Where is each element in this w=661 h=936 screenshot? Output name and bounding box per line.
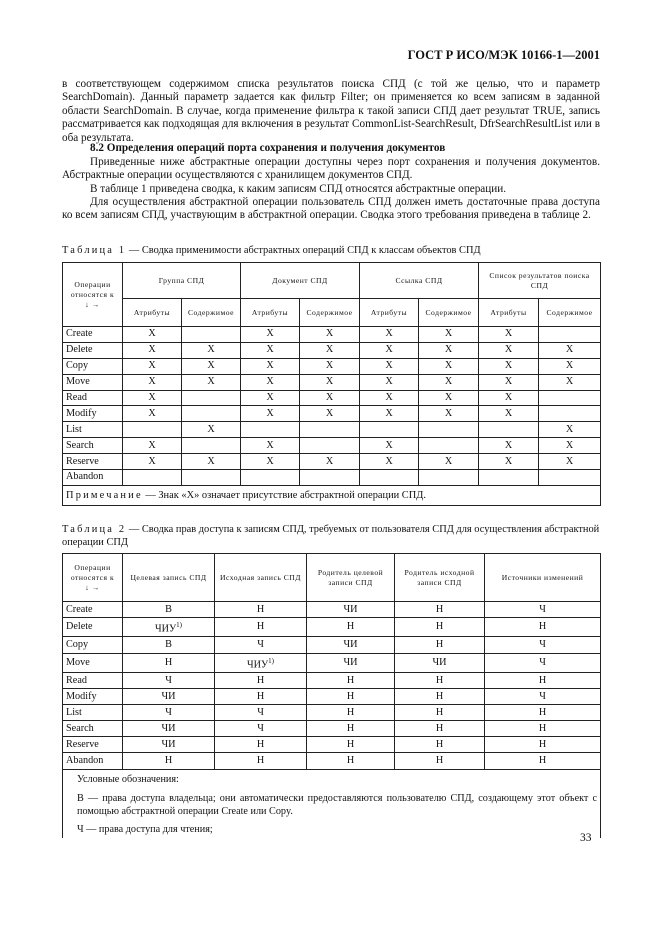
table-cell xyxy=(215,689,307,705)
table-row xyxy=(63,689,601,705)
cell-value: ЧИ xyxy=(343,656,358,668)
table2-caption-prefix: Таблица 2 xyxy=(62,524,127,535)
cell-value: Н xyxy=(435,690,444,702)
cell-value: Н xyxy=(256,603,265,615)
table-cell xyxy=(479,422,539,438)
table-cell: X xyxy=(419,358,479,374)
table-cell: X xyxy=(539,342,601,358)
table-row xyxy=(63,721,601,737)
table-cell: X xyxy=(300,406,360,422)
table-cell: X xyxy=(300,374,360,390)
table-cell xyxy=(241,422,300,438)
page-number: 33 xyxy=(580,832,592,844)
table-cell: X xyxy=(182,454,241,470)
table-cell: X xyxy=(123,454,182,470)
table1-caption xyxy=(62,245,600,258)
operation-name: Delete xyxy=(63,342,123,358)
table-cell: X xyxy=(479,406,539,422)
table-cell xyxy=(395,705,485,721)
cell-value: Ч xyxy=(539,656,546,668)
table-cell xyxy=(123,470,182,486)
table-cell: X xyxy=(419,374,479,390)
table1-group-header: Группа СПД xyxy=(123,263,241,299)
table-cell xyxy=(485,637,601,653)
table1-subheader: Содержимое xyxy=(300,299,360,327)
cell-value: Ч xyxy=(539,639,546,651)
table1-caption-prefix: Таблица 1 xyxy=(62,245,127,256)
table-cell xyxy=(360,470,419,486)
cell-value: Н xyxy=(164,656,173,668)
table-cell: X xyxy=(182,422,241,438)
table-cell xyxy=(539,470,601,486)
table-cell: X xyxy=(241,358,300,374)
cell-value: Н xyxy=(346,722,355,734)
table1 xyxy=(62,262,601,506)
table1-group-header: Ссылка СПД xyxy=(360,263,479,299)
table1-subheader: Содержимое xyxy=(539,299,601,327)
table-cell xyxy=(307,637,395,653)
table-cell: X xyxy=(123,438,182,454)
table-row xyxy=(63,406,601,422)
table-cell xyxy=(300,422,360,438)
table-cell xyxy=(123,618,215,637)
table-cell xyxy=(307,618,395,637)
operation-name: Read xyxy=(63,672,123,688)
table-cell xyxy=(307,705,395,721)
table-cell xyxy=(360,422,419,438)
table-cell xyxy=(395,637,485,653)
table2-corner-header: Операции относятся к ↓ → xyxy=(63,554,123,602)
table-row xyxy=(63,637,601,653)
table-row xyxy=(63,753,601,769)
operation-name: Create xyxy=(63,602,123,618)
table-row xyxy=(63,438,601,454)
section-paragraph: Для осуществления абстрактной операции пользователь СПД должен иметь достаточные права доступа ко всем записям СПД, участвующим в абстрактной операции. Сводка этого требования приведена в таблице 2. xyxy=(62,196,600,222)
table-cell xyxy=(395,672,485,688)
table-row xyxy=(63,737,601,753)
table-cell: X xyxy=(182,342,241,358)
table-cell xyxy=(215,753,307,769)
table-cell xyxy=(539,406,601,422)
table-row xyxy=(63,672,601,688)
table-cell: X xyxy=(360,342,419,358)
operation-name: Modify xyxy=(63,406,123,422)
operation-name: Copy xyxy=(63,637,123,653)
operation-name: Create xyxy=(63,327,123,343)
document-header: ГОСТ Р ИСО/МЭК 10166-1—2001 xyxy=(407,48,600,62)
table-cell: X xyxy=(419,454,479,470)
table-row xyxy=(63,454,601,470)
table-row xyxy=(63,602,601,618)
table1-corner-header: Операции относятся к ↓ → xyxy=(63,263,123,327)
table-row xyxy=(63,705,601,721)
arrows-icon: ↓ → xyxy=(85,299,100,309)
cell-value: Н xyxy=(435,706,444,718)
table-cell: X xyxy=(123,390,182,406)
cell-value: Н xyxy=(538,621,547,633)
table-cell xyxy=(123,689,215,705)
table-cell xyxy=(300,470,360,486)
footnote-marker: 1) xyxy=(176,621,183,630)
table-cell: X xyxy=(123,374,182,390)
cell-value: Ч xyxy=(165,706,172,718)
table-cell xyxy=(485,653,601,672)
cell-value: ЧИ xyxy=(343,603,358,615)
table1-group-header: Список результатов поиска СПД xyxy=(479,263,601,299)
table-cell xyxy=(307,753,395,769)
table-cell xyxy=(395,737,485,753)
table2-header: Родитель целевой записи СПД xyxy=(307,554,395,602)
cell-value: Н xyxy=(256,674,265,686)
table-cell xyxy=(182,327,241,343)
table-cell xyxy=(485,689,601,705)
cell-value: Н xyxy=(538,722,547,734)
operation-name: Search xyxy=(63,438,123,454)
table1-subheader: Атрибуты xyxy=(360,299,419,327)
table1-note xyxy=(63,485,601,505)
cell-value: Н xyxy=(346,754,355,766)
table-cell xyxy=(182,470,241,486)
table-row xyxy=(63,390,601,406)
cell-value: Н xyxy=(435,674,444,686)
cell-value: Н xyxy=(256,754,265,766)
table-cell: X xyxy=(479,374,539,390)
table1-note-prefix: Примечание xyxy=(66,489,143,501)
footnote-marker: 1) xyxy=(268,656,275,665)
table-cell xyxy=(395,653,485,672)
cell-value: ЧИ xyxy=(161,690,176,702)
table-cell xyxy=(123,672,215,688)
table2-header: Целевая запись СПД xyxy=(123,554,215,602)
table2-legend-title: Условные обозначения: xyxy=(63,769,601,788)
cell-value: В xyxy=(165,639,172,651)
operation-name: Delete xyxy=(63,618,123,637)
cell-value: Н xyxy=(346,621,355,633)
cell-value: ЧИ xyxy=(343,639,358,651)
operation-name: Abandon xyxy=(63,753,123,769)
table-cell xyxy=(123,721,215,737)
table-cell: X xyxy=(241,342,300,358)
cell-value: Н xyxy=(435,738,444,750)
cell-value: Н xyxy=(435,603,444,615)
table-cell: X xyxy=(479,438,539,454)
cell-value: Н xyxy=(164,754,173,766)
table-cell: X xyxy=(300,358,360,374)
table-cell xyxy=(123,637,215,653)
table-row xyxy=(63,358,601,374)
table-cell: X xyxy=(300,327,360,343)
cell-value: Н xyxy=(435,639,444,651)
table-cell: X xyxy=(123,358,182,374)
table-cell xyxy=(182,406,241,422)
table-cell: X xyxy=(360,454,419,470)
table-cell: X xyxy=(479,342,539,358)
section-paragraph: Приведенные ниже абстрактные операции доступны через порт сохранения и получения документов. Абстрактные операции осуществляются с хранилищем документов СПД. xyxy=(62,156,600,182)
table-cell xyxy=(419,438,479,454)
table2-header: Источники изменений xyxy=(485,554,601,602)
operation-name: List xyxy=(63,705,123,721)
cell-value: В xyxy=(165,603,172,615)
arrows-icon: ↓ → xyxy=(85,582,100,592)
table-cell xyxy=(395,753,485,769)
table-cell xyxy=(215,602,307,618)
table-cell: X xyxy=(123,327,182,343)
cell-value: Н xyxy=(256,690,265,702)
table-cell: X xyxy=(479,454,539,470)
table-cell: X xyxy=(123,406,182,422)
table-cell xyxy=(182,438,241,454)
table-cell xyxy=(485,618,601,637)
table-cell xyxy=(123,653,215,672)
table-row xyxy=(63,342,601,358)
cell-value: Ч xyxy=(257,639,264,651)
table-cell: X xyxy=(123,342,182,358)
table1-subheader: Атрибуты xyxy=(241,299,300,327)
table-cell xyxy=(307,721,395,737)
cell-value: Н xyxy=(435,722,444,734)
table-cell: X xyxy=(300,342,360,358)
cell-value: Н xyxy=(435,754,444,766)
cell-value: Ч xyxy=(539,603,546,615)
table-cell: X xyxy=(360,327,419,343)
table-cell xyxy=(485,737,601,753)
table1-group-header: Документ СПД xyxy=(241,263,360,299)
table-cell: X xyxy=(419,327,479,343)
table-cell xyxy=(539,390,601,406)
table-cell xyxy=(215,721,307,737)
table-cell xyxy=(123,422,182,438)
table-cell xyxy=(307,672,395,688)
table-row xyxy=(63,422,601,438)
operation-name: Reserve xyxy=(63,737,123,753)
table-cell xyxy=(307,689,395,705)
cell-value: Ч xyxy=(257,722,264,734)
table-cell: X xyxy=(419,390,479,406)
table1-subheader: Содержимое xyxy=(419,299,479,327)
table-cell xyxy=(307,602,395,618)
section-title: Определения операций порта сохранения и получения документов xyxy=(106,142,446,154)
operation-name: Reserve xyxy=(63,454,123,470)
table-cell: X xyxy=(419,342,479,358)
table-cell: X xyxy=(241,327,300,343)
table-row xyxy=(63,653,601,672)
cell-value: Н xyxy=(256,621,265,633)
table-cell xyxy=(485,721,601,737)
table-cell xyxy=(539,327,601,343)
table-cell xyxy=(485,705,601,721)
table2-header: Родитель исходной записи СПД xyxy=(395,554,485,602)
table-cell: X xyxy=(241,390,300,406)
table-row xyxy=(63,470,601,486)
table-cell: X xyxy=(419,406,479,422)
cell-value: Н xyxy=(346,674,355,686)
table-cell: X xyxy=(539,438,601,454)
operation-name: Move xyxy=(63,374,123,390)
table-cell xyxy=(395,618,485,637)
cell-value: ЧИ xyxy=(161,738,176,750)
section-paragraph: В таблице 1 приведена сводка, к каким записям СПД относятся абстрактные операции. xyxy=(90,183,507,195)
table-cell xyxy=(123,753,215,769)
table-cell xyxy=(395,721,485,737)
cell-value: Н xyxy=(346,690,355,702)
table-cell: X xyxy=(360,390,419,406)
table-cell xyxy=(300,438,360,454)
table-cell: X xyxy=(241,406,300,422)
cell-value: Ч xyxy=(165,674,172,686)
cell-value: Н xyxy=(346,706,355,718)
cell-value: ЧИУ xyxy=(246,658,269,670)
table-cell xyxy=(395,602,485,618)
table-cell xyxy=(395,689,485,705)
table2-legend-item: Ч — права доступа для чтения; xyxy=(63,820,601,838)
table-cell: X xyxy=(360,374,419,390)
cell-value: Н xyxy=(538,754,547,766)
table-cell xyxy=(419,470,479,486)
table-cell: X xyxy=(479,390,539,406)
operation-name: Copy xyxy=(63,358,123,374)
table-cell xyxy=(215,672,307,688)
table1-subheader: Атрибуты xyxy=(123,299,182,327)
table-cell xyxy=(182,390,241,406)
table-cell xyxy=(307,653,395,672)
cell-value: Ч xyxy=(257,706,264,718)
table-row xyxy=(63,618,601,637)
table-cell: X xyxy=(241,374,300,390)
cell-value: Ч xyxy=(539,690,546,702)
table-cell: X xyxy=(241,438,300,454)
cell-value: Н xyxy=(435,621,444,633)
table-row xyxy=(63,374,601,390)
table1-subheader: Содержимое xyxy=(182,299,241,327)
table-cell xyxy=(419,422,479,438)
table-cell: X xyxy=(300,454,360,470)
table-cell xyxy=(215,705,307,721)
table2 xyxy=(62,553,601,838)
table-cell xyxy=(123,602,215,618)
table-cell: X xyxy=(360,438,419,454)
operation-name: Read xyxy=(63,390,123,406)
section-heading xyxy=(62,142,600,155)
cell-value: Н xyxy=(256,738,265,750)
table-cell: X xyxy=(300,390,360,406)
table2-header: Исходная запись СПД xyxy=(215,554,307,602)
table-cell: X xyxy=(182,374,241,390)
table-cell xyxy=(307,737,395,753)
cell-value: ЧИ xyxy=(432,656,447,668)
table-row xyxy=(63,327,601,343)
table-cell: X xyxy=(360,406,419,422)
table1-note-text: — Знак «X» означает присутствие абстрактной операции СПД. xyxy=(142,489,426,501)
table-cell xyxy=(485,753,601,769)
table-cell: X xyxy=(182,358,241,374)
table-cell xyxy=(215,737,307,753)
operation-name: List xyxy=(63,422,123,438)
table-cell: X xyxy=(241,454,300,470)
cell-value: ЧИ xyxy=(161,722,176,734)
cell-value: Н xyxy=(538,706,547,718)
table1-subheader: Атрибуты xyxy=(479,299,539,327)
operation-name: Modify xyxy=(63,689,123,705)
cell-value: Н xyxy=(346,738,355,750)
operation-name: Search xyxy=(63,721,123,737)
table-cell xyxy=(215,618,307,637)
section-number: 8.2 xyxy=(90,142,104,154)
table-cell xyxy=(215,637,307,653)
table-cell: X xyxy=(360,358,419,374)
table2-legend-item: В — права доступа владельца; они автоматически предоставляются пользователю СПД, создающему этот объект с помощью абстрактной операции Create или Copy. xyxy=(63,788,601,820)
table-cell: X xyxy=(539,422,601,438)
cell-value: Н xyxy=(538,674,547,686)
table-cell xyxy=(479,470,539,486)
cell-value: ЧИУ xyxy=(154,623,177,635)
table-cell xyxy=(241,470,300,486)
table-cell: X xyxy=(539,358,601,374)
table-cell xyxy=(485,672,601,688)
table-cell: X xyxy=(539,374,601,390)
table1-caption-text: — Сводка применимости абстрактных операций СПД к классам объектов СПД xyxy=(126,245,481,256)
table2-caption-text: — Сводка прав доступа к записям СПД, требуемых от пользователя СПД для осуществления абстрактной операции СПД xyxy=(62,524,600,548)
table-cell: X xyxy=(479,327,539,343)
table-cell xyxy=(215,653,307,672)
operation-name: Abandon xyxy=(63,470,123,486)
table-cell: X xyxy=(479,358,539,374)
table-cell xyxy=(485,602,601,618)
table-cell xyxy=(123,705,215,721)
intro-paragraph: в соответствующем содержимом списка результатов поиска СПД (с той же целью, что и параметр SearchDomain). Данный параметр задается как фильтр Filter; он применяется ко всем записям в заданной области SearchDomain. В случае, когда применение фильтра к такой записи СПД дает результат TRUE, запись рассматривается как подходящая для включения в результат CommonList-SearchResult, DfrSearchResultList или в оба результата. xyxy=(62,78,600,144)
operation-name: Move xyxy=(63,653,123,672)
table2-caption xyxy=(62,524,600,549)
table-cell: X xyxy=(539,454,601,470)
table-cell xyxy=(123,737,215,753)
cell-value: Н xyxy=(538,738,547,750)
